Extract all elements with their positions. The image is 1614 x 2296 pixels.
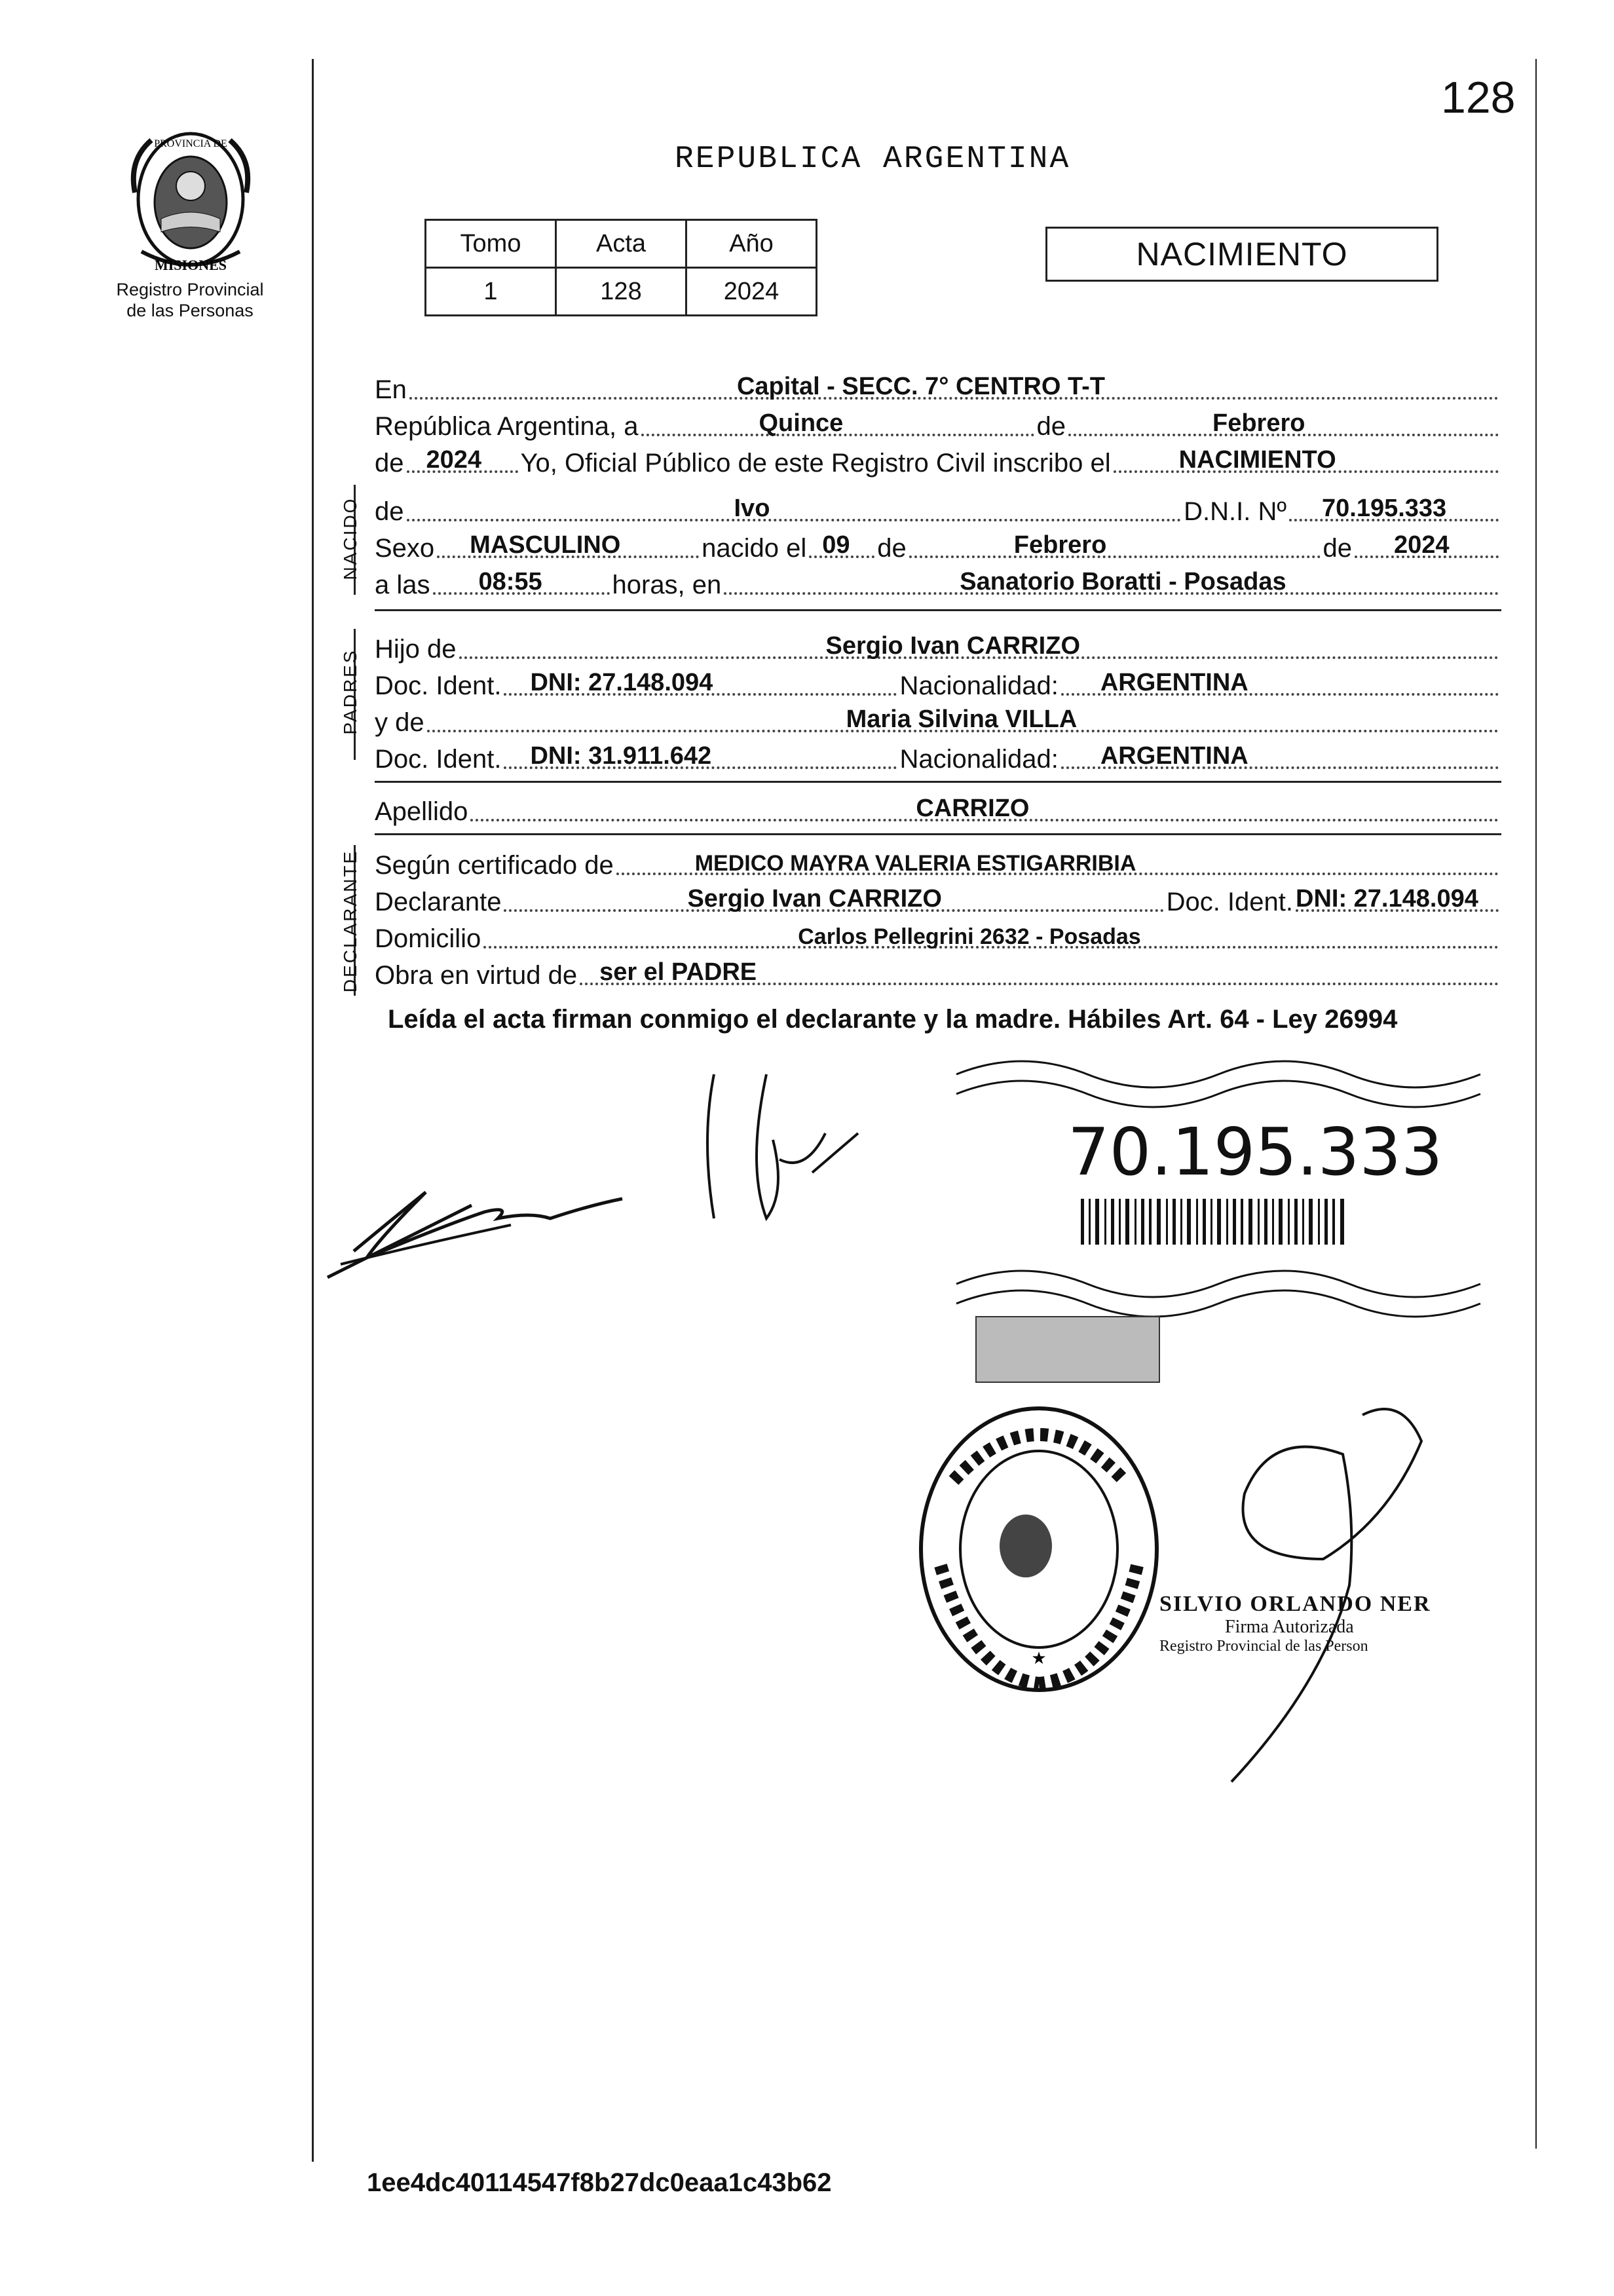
- value-mother-name: Maria Silvina VILLA: [846, 706, 1078, 733]
- dots-mother-nat: [1061, 728, 1499, 769]
- label-horas: horas, en: [612, 571, 722, 599]
- value-place: Sanatorio Boratti - Posadas: [960, 568, 1286, 595]
- value-hour: 08:55: [478, 568, 542, 595]
- value-declarante: Sergio Ivan CARRIZO: [687, 885, 942, 913]
- nacido-section-label: NACIDO: [340, 497, 360, 580]
- label-domicilio: Domicilio: [375, 924, 481, 953]
- value-father-doc: DNI: 27.148.094: [530, 669, 713, 696]
- dots-mother-doc: [504, 728, 897, 769]
- row-apellido: [375, 789, 1501, 827]
- record-table-value-row: [426, 268, 817, 316]
- label-dni: D.N.I. Nº: [1184, 497, 1286, 526]
- official-name: SILVIO ORLANDO NER: [1159, 1592, 1431, 1616]
- record-table: [424, 219, 817, 316]
- label-yde: y de: [375, 708, 424, 737]
- row-obra: [375, 952, 1501, 990]
- label-doc2: Doc. Ident.: [375, 745, 502, 774]
- label-nombre: de: [375, 497, 404, 526]
- label-nacido: nacido el: [702, 534, 807, 563]
- logo-caption-line-1: Registro Provincial: [116, 280, 264, 299]
- declarante-section-label: DECLARANTE: [340, 849, 360, 993]
- dots-birth-month: [909, 518, 1321, 558]
- logo-caption-line-2: de las Personas: [126, 301, 253, 320]
- svg-text:★: ★: [1031, 1648, 1047, 1668]
- page-number: 128: [1441, 73, 1516, 122]
- dots-hour: [433, 554, 610, 595]
- value-year: 2024: [426, 446, 482, 474]
- value-father-nat: ARGENTINA: [1100, 669, 1248, 696]
- mother-signature: [694, 1061, 878, 1245]
- dots-obra: [580, 945, 1499, 985]
- value-mother-nat: ARGENTINA: [1100, 742, 1248, 770]
- value-obra: ser el PADRE: [599, 958, 757, 986]
- nacido-divider: [375, 609, 1501, 611]
- label-de: de: [1036, 412, 1066, 441]
- label-doc1: Doc. Ident.: [375, 671, 502, 700]
- official-stamp: [914, 1402, 1163, 1697]
- dots-father-doc: [504, 655, 897, 696]
- dots-dni: [1289, 481, 1499, 521]
- record-type-box: NACIMIENTO: [1045, 227, 1438, 282]
- dots-domicilio: [483, 908, 1499, 949]
- left-margin-line: [312, 59, 314, 2162]
- table-value-acta: 128: [556, 268, 686, 316]
- value-father-name: Sergio Ivan CARRIZO: [825, 632, 1081, 660]
- value-domicilio: Carlos Pellegrini 2632 - Posadas: [798, 924, 1141, 949]
- value-inscribo: NACIMIENTO: [1178, 446, 1336, 474]
- label-nac1: Nacionalidad:: [899, 671, 1059, 700]
- dots-declarante-doc: [1296, 871, 1499, 912]
- label-de3: de: [877, 534, 907, 563]
- record-table-header-row: [426, 220, 817, 268]
- label-de2: de: [375, 449, 404, 478]
- dots-father-nat: [1061, 655, 1499, 696]
- label-de4: de: [1323, 534, 1352, 563]
- official-name-block: [1159, 1592, 1431, 1655]
- value-dni: 70.195.333: [1322, 495, 1447, 522]
- dots-birth-year: [1355, 518, 1499, 558]
- label-declarante: Declarante: [375, 888, 502, 916]
- official-role: Firma Autorizada: [1225, 1617, 1354, 1637]
- document-hash: 1ee4dc40114547f8b27dc0eaa1c43b62: [367, 2168, 832, 2197]
- dots-birth-day: [809, 518, 874, 558]
- value-birth-day: 09: [822, 531, 850, 559]
- label-segun: Según certificado de: [375, 851, 614, 880]
- province-seal-logo: [122, 121, 259, 278]
- value-birth-year: 2024: [1394, 531, 1450, 559]
- value-day: Quince: [759, 409, 844, 437]
- right-margin-line: [1535, 59, 1537, 2149]
- table-value-tomo: 1: [426, 268, 556, 316]
- label-doc3: Doc. Ident.: [1166, 888, 1293, 916]
- value-cert: MEDICO MAYRA VALERIA ESTIGARRIBIA: [694, 851, 1136, 876]
- svg-text:MISIONES: MISIONES: [154, 257, 227, 273]
- dots-inscribo: [1114, 432, 1499, 473]
- dots-month: [1068, 396, 1499, 436]
- value-declarante-doc: DNI: 27.148.094: [1296, 885, 1478, 913]
- dots-father: [459, 618, 1499, 659]
- svg-text:PROVINCIA DE: PROVINCIA DE: [154, 138, 227, 149]
- dots-sexo: [437, 518, 699, 558]
- label-obra: Obra en virtud de: [375, 961, 578, 990]
- value-sexo: MASCULINO: [470, 531, 621, 559]
- dots-year: [407, 432, 518, 473]
- sticker-number: 70.195.333: [1068, 1114, 1443, 1190]
- label-apellido: Apellido: [375, 797, 468, 826]
- declarant-signature: [314, 1153, 655, 1284]
- value-en: Capital - SECC. 7° CENTRO T-T: [736, 373, 1105, 400]
- padres-section-label: PADRES: [340, 649, 360, 735]
- table-header-anio: Año: [686, 220, 817, 268]
- dots-nombre: [407, 481, 1182, 521]
- label-sexo: Sexo: [375, 534, 435, 563]
- value-apellido: CARRIZO: [916, 795, 1030, 822]
- closing-text: Leída el acta firman conmigo el declarante y la madre. Hábiles Art. 64 - Ley 26994: [388, 1005, 1398, 1034]
- dots-mother: [427, 692, 1499, 732]
- label-yo: Yo, Oficial Público de este Registro Civil inscribo el: [520, 449, 1111, 478]
- row-yo: [375, 440, 1501, 478]
- label-alas: a las: [375, 571, 430, 599]
- label-hijo: Hijo de: [375, 635, 457, 664]
- dots-place: [724, 554, 1499, 595]
- dots-declarante: [504, 871, 1163, 912]
- dots-apellido: [470, 781, 1499, 821]
- row-alas: [375, 562, 1501, 600]
- row-doc2: [375, 736, 1501, 774]
- table-header-tomo: Tomo: [426, 220, 556, 268]
- value-mother-doc: DNI: 31.911.642: [530, 742, 712, 770]
- dots-en: [409, 359, 1499, 400]
- logo-caption: [105, 279, 275, 321]
- value-birth-month: Febrero: [1013, 531, 1107, 559]
- official-registry: Registro Provincial de las Person: [1159, 1638, 1368, 1655]
- label-nac2: Nacionalidad:: [899, 745, 1059, 774]
- value-month: Febrero: [1212, 409, 1305, 437]
- page-title: REPUBLICA ARGENTINA: [675, 141, 1071, 177]
- dots-day: [641, 396, 1034, 436]
- value-nombre: Ivo: [734, 495, 770, 522]
- label-en: En: [375, 375, 407, 404]
- table-header-acta: Acta: [556, 220, 686, 268]
- label-republica: República Argentina, a: [375, 412, 639, 441]
- table-value-anio: 2024: [686, 268, 817, 316]
- dots-cert: [616, 835, 1499, 875]
- dni-sticker: [943, 1048, 1533, 1389]
